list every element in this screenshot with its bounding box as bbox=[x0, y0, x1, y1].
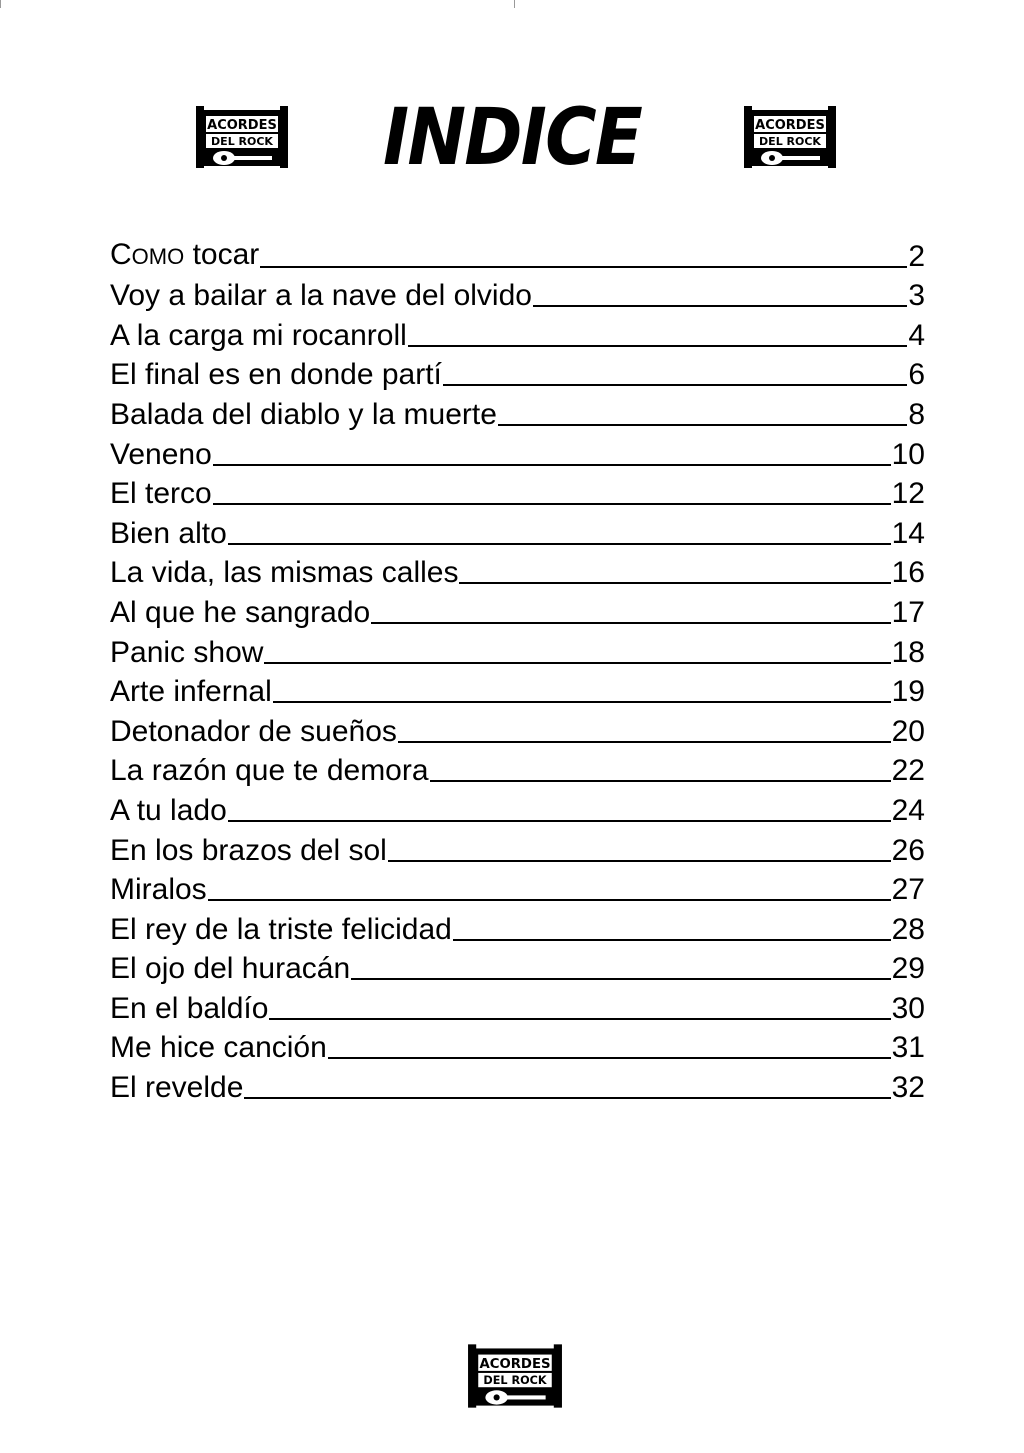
toc-entry bbox=[110, 1027, 925, 1067]
toc-entry-title bbox=[110, 714, 397, 750]
page-title: INDICE bbox=[383, 93, 641, 183]
crop-mark-center bbox=[514, 0, 515, 8]
toc-entry-text: tocar bbox=[184, 237, 260, 271]
toc-entry-title bbox=[110, 237, 259, 275]
toc-entry-title bbox=[110, 951, 350, 987]
toc-entry-title bbox=[110, 278, 532, 314]
toc-page-number: 32 bbox=[891, 1071, 925, 1105]
toc-entry-text: Bien alto bbox=[110, 516, 227, 550]
toc-page-number: 20 bbox=[891, 714, 925, 748]
logo-line1: ACORDES bbox=[207, 118, 277, 133]
toc-page-number: 18 bbox=[891, 635, 925, 669]
toc-page-number: 16 bbox=[891, 556, 925, 590]
toc-page-number: 31 bbox=[891, 1031, 925, 1065]
toc-entry bbox=[110, 393, 925, 433]
toc-entry-title bbox=[110, 555, 458, 591]
toc-leader-line bbox=[228, 543, 891, 545]
toc-entry bbox=[110, 275, 925, 315]
toc-entry-smallcaps: OMO bbox=[131, 243, 185, 269]
toc-entry-title bbox=[110, 793, 227, 829]
toc-page-number: 19 bbox=[891, 675, 925, 709]
toc-entry-text: A la carga mi rocanroll bbox=[110, 318, 407, 352]
toc-page-number: 2 bbox=[908, 239, 925, 273]
toc-entry bbox=[110, 552, 925, 592]
toc-entry-title bbox=[110, 674, 272, 710]
toc-entry bbox=[110, 433, 925, 473]
toc-entry bbox=[110, 789, 925, 829]
toc-leader-line bbox=[228, 820, 891, 822]
toc-entry-title bbox=[110, 1070, 243, 1106]
toc-entry bbox=[110, 710, 925, 750]
logo-line2: DEL ROCK bbox=[483, 1374, 547, 1388]
toc-entry-text: Voy a bailar a la nave del olvido bbox=[110, 279, 532, 313]
toc-leader-line bbox=[371, 622, 890, 624]
toc-leader-line bbox=[351, 978, 890, 980]
toc-entry bbox=[110, 948, 925, 988]
toc-leader-line bbox=[328, 1057, 891, 1059]
toc-page-number: 27 bbox=[891, 873, 925, 907]
toc-entry-title bbox=[110, 1030, 327, 1066]
logo-line1: ACORDES bbox=[479, 1356, 551, 1372]
toc-leader-line bbox=[443, 384, 907, 386]
toc-entry-initial: C bbox=[110, 237, 132, 271]
toc-entry-text: El rey de la triste felicidad bbox=[110, 912, 452, 946]
toc-page-number: 14 bbox=[891, 516, 925, 550]
toc-page-number: 26 bbox=[891, 833, 925, 867]
toc-page-number: 4 bbox=[908, 318, 925, 352]
toc-leader-line bbox=[273, 701, 891, 703]
toc-leader-line bbox=[388, 860, 891, 862]
toc-entry-title bbox=[110, 753, 429, 789]
toc-entry bbox=[110, 869, 925, 909]
toc-entry bbox=[110, 671, 925, 711]
toc-leader-line bbox=[430, 780, 891, 782]
toc-leader-line bbox=[213, 464, 891, 466]
toc-entry bbox=[110, 829, 925, 869]
toc-entry-text: En los brazos del sol bbox=[110, 833, 387, 867]
toc-entry-text: Panic show bbox=[110, 635, 264, 669]
toc-entry-title bbox=[110, 595, 370, 631]
toc-entry bbox=[110, 473, 925, 513]
toc-entry bbox=[110, 750, 925, 790]
toc-page-number: 29 bbox=[891, 952, 925, 986]
toc-entry bbox=[110, 631, 925, 671]
toc-entry-text: Me hice canción bbox=[110, 1031, 327, 1065]
toc-leader-line bbox=[269, 1018, 890, 1020]
toc-entry-text: La vida, las mismas calles bbox=[110, 556, 459, 590]
logo-graphic bbox=[466, 1340, 564, 1412]
toc-page-number: 28 bbox=[891, 912, 925, 946]
toc-entry-text: Detonador de sueños bbox=[110, 714, 397, 748]
toc-entry-text: En el baldío bbox=[110, 991, 269, 1025]
toc-entry-title bbox=[110, 872, 207, 908]
toc-entry-title bbox=[110, 476, 212, 512]
toc-leader-line bbox=[459, 582, 890, 584]
toc-leader-line bbox=[498, 424, 907, 426]
toc-leader-line bbox=[244, 1097, 890, 1099]
page-header bbox=[0, 93, 1024, 183]
toc-entry-title bbox=[110, 833, 387, 869]
toc-entry-title bbox=[110, 912, 452, 948]
toc-page-number: 22 bbox=[891, 754, 925, 788]
toc-entry-text: Balada del diablo y la muerte bbox=[110, 397, 497, 431]
toc-entry-title bbox=[110, 397, 497, 433]
toc-entry bbox=[110, 314, 925, 354]
toc-page-number: 17 bbox=[891, 595, 925, 629]
toc-page-number: 30 bbox=[891, 991, 925, 1025]
logo-line2: DEL ROCK bbox=[759, 135, 821, 148]
toc-entry-title bbox=[110, 516, 227, 552]
toc-entry-text: El ojo del huracán bbox=[110, 952, 351, 986]
toc-entry-title bbox=[110, 318, 407, 354]
logo-line1: ACORDES bbox=[755, 118, 825, 133]
toc-entry-text: El revelde bbox=[110, 1071, 244, 1105]
acordes-del-rock-logo-icon bbox=[742, 102, 838, 172]
toc-leader-line bbox=[208, 899, 891, 901]
toc-entry bbox=[110, 908, 925, 948]
logo-graphic bbox=[742, 102, 838, 172]
toc-entry-text: El final es en donde partí bbox=[110, 358, 442, 392]
toc-entry-text: Arte infernal bbox=[110, 675, 272, 709]
toc-entry-text: Veneno bbox=[110, 437, 212, 471]
toc-page-number: 24 bbox=[891, 793, 925, 827]
toc-page-number: 8 bbox=[908, 397, 925, 431]
toc-entry-text: A tu lado bbox=[110, 793, 227, 827]
toc-entry bbox=[110, 591, 925, 631]
toc-entry-title bbox=[110, 437, 212, 473]
toc-entry-title bbox=[110, 357, 442, 393]
toc-entry-text: La razón que te demora bbox=[110, 754, 429, 788]
toc-entry-text: El terco bbox=[110, 477, 212, 511]
toc-entry-text: Miralos bbox=[110, 873, 207, 907]
logo-line2: DEL ROCK bbox=[211, 135, 273, 148]
toc-leader-line bbox=[213, 503, 891, 505]
toc-leader-line bbox=[408, 345, 908, 347]
toc-leader-line bbox=[398, 741, 891, 743]
toc-entry bbox=[110, 987, 925, 1027]
toc-page-number: 10 bbox=[891, 437, 925, 471]
toc-leader-line bbox=[453, 939, 891, 941]
toc-entry bbox=[110, 354, 925, 394]
toc-entry-text: Al que he sangrado bbox=[110, 595, 371, 629]
toc-leader-line bbox=[264, 662, 890, 664]
toc-page-number: 12 bbox=[891, 477, 925, 511]
toc-leader-line bbox=[260, 266, 907, 268]
toc-entry-title bbox=[110, 991, 268, 1027]
acordes-del-rock-logo-icon bbox=[466, 1340, 564, 1412]
toc-entry bbox=[110, 235, 925, 275]
toc-entry bbox=[110, 512, 925, 552]
table-of-contents bbox=[110, 235, 925, 1106]
toc-entry-title bbox=[110, 635, 263, 671]
crop-mark-left bbox=[0, 0, 1, 8]
toc-page-number: 3 bbox=[908, 279, 925, 313]
toc-leader-line bbox=[533, 305, 907, 307]
toc-entry bbox=[110, 1066, 925, 1106]
toc-page-number: 6 bbox=[908, 358, 925, 392]
